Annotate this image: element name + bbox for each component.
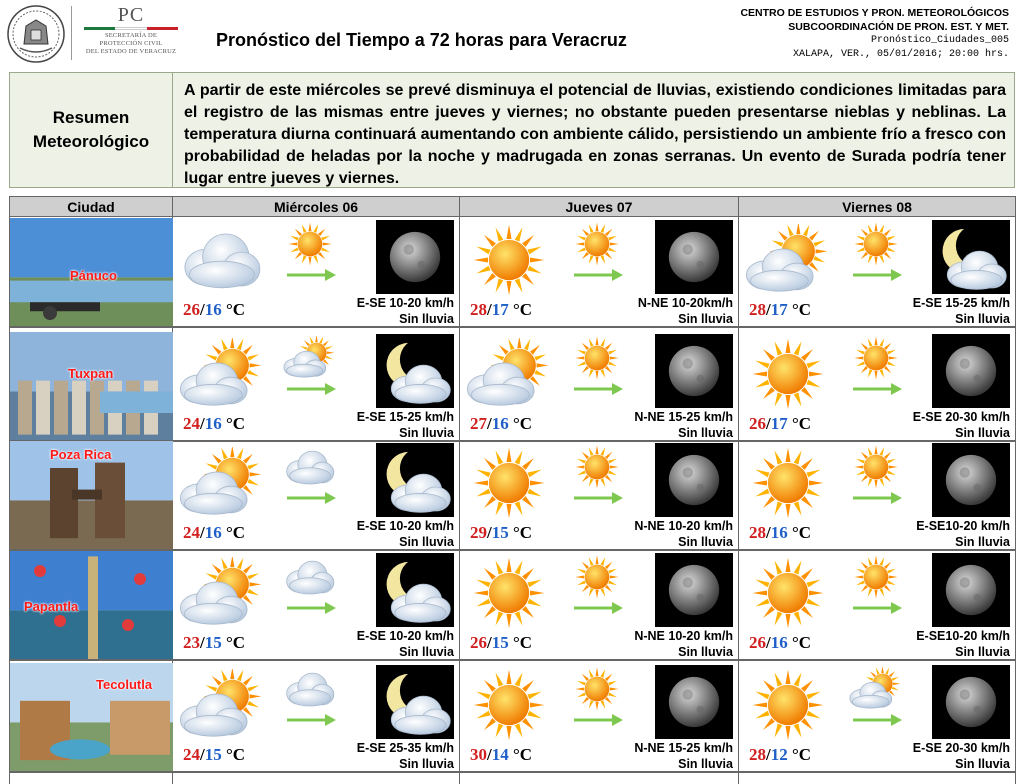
- veracruz-seal-logo: [6, 4, 66, 64]
- temp-high: 28: [749, 300, 766, 319]
- temp-low: 16: [204, 300, 222, 319]
- rain-forecast: Sin lluvia: [399, 757, 454, 771]
- sunny-icon: [466, 557, 552, 634]
- temperature: [183, 523, 245, 543]
- city-name: Tuxpan: [68, 366, 114, 381]
- temp-separator: /: [200, 633, 205, 652]
- table-header-day: Viernes 08: [739, 196, 1016, 217]
- wind-forecast: E-SE 15-25 km/h: [356, 410, 454, 424]
- sunny-icon: [466, 224, 552, 301]
- temperature: [749, 523, 811, 543]
- trend-sunny-icon: [849, 445, 903, 494]
- temp-high: 26: [470, 633, 487, 652]
- temp-low: 16: [491, 414, 509, 433]
- temp-low: 15: [204, 745, 222, 764]
- arrow-right-icon: [285, 601, 337, 620]
- table-header-day: Jueves 07: [460, 196, 739, 217]
- temp-high: 24: [183, 745, 200, 764]
- temp-low: 15: [491, 633, 509, 652]
- page-title: Pronóstico del Tiempo a 72 horas para Veracruz: [216, 30, 627, 50]
- night-moon-icon: [932, 443, 1010, 522]
- temperature: [183, 300, 245, 320]
- temp-low: 17: [770, 300, 788, 319]
- temp-high: 23: [183, 633, 200, 652]
- rain-forecast: Sin lluvia: [955, 312, 1010, 326]
- rain-forecast: Sin lluvia: [399, 426, 454, 440]
- night-moon-icon: [655, 443, 733, 522]
- temp-unit: °C: [791, 414, 812, 433]
- trend-cloudy-icon: [283, 667, 337, 716]
- temp-separator: /: [487, 414, 492, 433]
- logo-flag-bar: [84, 27, 178, 30]
- temp-low: 16: [204, 523, 222, 542]
- row-divider: [10, 771, 1016, 773]
- city-photo: [10, 332, 173, 440]
- night-moon-cloud-icon: [376, 553, 454, 632]
- temperature: [183, 745, 245, 765]
- trend-sunny-icon: [849, 336, 903, 385]
- sunny-icon: [466, 669, 552, 746]
- logo-divider: [71, 6, 72, 60]
- night-moon-icon: [655, 553, 733, 632]
- temp-high: 24: [183, 414, 200, 433]
- page-header: [0, 0, 1023, 68]
- temp-unit: °C: [512, 414, 533, 433]
- wind-forecast: E-SE 20-30 km/h: [912, 410, 1010, 424]
- arrow-right-icon: [851, 268, 903, 287]
- temp-separator: /: [766, 633, 771, 652]
- temp-high: 28: [749, 745, 766, 764]
- wind-forecast: E-SE 20-30 km/h: [912, 741, 1010, 755]
- temp-low: 17: [491, 300, 509, 319]
- forecast-row: [10, 551, 1016, 659]
- meteorological-summary: [9, 72, 1015, 188]
- wind-forecast: E-SE10-20 km/h: [916, 629, 1010, 643]
- partly-cloudy-icon: [466, 338, 552, 415]
- temperature: [470, 300, 532, 320]
- wind-forecast: N-NE 10-20 km/h: [634, 629, 733, 643]
- night-moon-cloud-icon: [376, 665, 454, 744]
- arrow-right-icon: [572, 601, 624, 620]
- temp-unit: °C: [791, 523, 812, 542]
- arrow-right-icon: [851, 601, 903, 620]
- table-header-city: Ciudad: [10, 196, 173, 217]
- wind-forecast: E-SE 10-20 km/h: [356, 519, 454, 533]
- temp-high: 26: [749, 414, 766, 433]
- city-name: Tecolutla: [96, 677, 153, 692]
- night-moon-icon: [655, 665, 733, 744]
- temp-high: 24: [183, 523, 200, 542]
- forecast-row: [10, 218, 1016, 326]
- temp-separator: /: [766, 300, 771, 319]
- temperature: [183, 414, 245, 434]
- partly-cloudy-icon: [179, 557, 265, 634]
- temp-separator: /: [766, 523, 771, 542]
- wind-forecast: N-NE 15-25 km/h: [634, 410, 733, 424]
- agency-line-2: SUBCOORDINACIÓN DE PRON. EST. Y MET.: [788, 21, 1009, 33]
- rain-forecast: Sin lluvia: [399, 645, 454, 659]
- rain-forecast: Sin lluvia: [955, 757, 1010, 771]
- arrow-right-icon: [572, 268, 624, 287]
- temp-separator: /: [487, 523, 492, 542]
- temp-high: 26: [749, 633, 766, 652]
- rain-forecast: Sin lluvia: [678, 426, 733, 440]
- summary-text: A partir de este miércoles se prevé disminuya el potencial de lluvias, existiendo condiciones limitadas para el registro de las mismas entre jueves y viernes; no obstante pueden presentarse nieblas y neblinas. La temperatura diurna continuará aumentando con ambiente cálido, persistiendo un ambiente frío a fresco con probabilidad de heladas por la noche y madrugada en zonas serranas. Un evento de Surada podría tener lugar entre jueves y viernes.: [184, 82, 1006, 187]
- sunny-icon: [466, 447, 552, 524]
- night-moon-cloud-icon: [376, 443, 454, 522]
- logo-line-2: PROTECCIÓN CIVIL: [99, 40, 163, 47]
- wind-forecast: N-NE 10-20km/h: [637, 296, 733, 310]
- temperature: [470, 414, 532, 434]
- rain-forecast: Sin lluvia: [955, 426, 1010, 440]
- night-moon-icon: [932, 334, 1010, 413]
- temperature: [470, 523, 532, 543]
- temperature: [749, 745, 811, 765]
- trend-sunny-icon: [570, 667, 624, 716]
- partly-cloudy-icon: [179, 669, 265, 746]
- trend-sunny-icon: [570, 336, 624, 385]
- issued-date: XALAPA, VER., 05/01/2016; 20:00 hrs.: [792, 49, 1009, 60]
- arrow-right-icon: [572, 713, 624, 732]
- city-name: Pánuco: [70, 268, 117, 283]
- temperature: [749, 300, 811, 320]
- city-name: Papantla: [24, 599, 79, 614]
- logo-line-3: DEL ESTADO DE VERACRUZ: [85, 48, 177, 55]
- temp-high: 28: [749, 523, 766, 542]
- partly-cloudy-icon: [179, 447, 265, 524]
- temp-separator: /: [766, 414, 771, 433]
- wind-forecast: E-SE 10-20 km/h: [356, 629, 454, 643]
- rain-forecast: Sin lluvia: [399, 312, 454, 326]
- partly-cloudy-icon: [745, 224, 831, 301]
- temp-high: 30: [470, 745, 487, 764]
- temperature: [470, 745, 532, 765]
- summary-label: [10, 73, 173, 187]
- arrow-right-icon: [285, 268, 337, 287]
- sunny-icon: [745, 557, 831, 634]
- arrow-right-icon: [851, 713, 903, 732]
- forecast-row: [10, 441, 1016, 549]
- sunny-icon: [745, 338, 831, 415]
- forecast-row: [10, 663, 1016, 771]
- temp-low: 16: [204, 414, 222, 433]
- night-moon-icon: [932, 665, 1010, 744]
- logo-pc-text: PC: [117, 4, 145, 26]
- cloudy-icon: [179, 224, 265, 301]
- temp-low: 16: [770, 523, 788, 542]
- night-moon-cloud-icon: [376, 334, 454, 413]
- wind-forecast: E-SE 10-20 km/h: [356, 296, 454, 310]
- night-moon-icon: [932, 553, 1010, 632]
- temp-unit: °C: [512, 745, 533, 764]
- night-moon-icon: [655, 220, 733, 299]
- temp-low: 15: [491, 523, 509, 542]
- trend-sunny-icon: [283, 222, 337, 271]
- night-moon-cloud-icon: [932, 220, 1010, 299]
- temp-unit: °C: [512, 300, 533, 319]
- trend-sunny-icon: [849, 555, 903, 604]
- temp-unit: °C: [225, 745, 246, 764]
- trend-partly-cloudy-icon: [849, 667, 903, 716]
- temp-unit: °C: [225, 633, 246, 652]
- temperature: [470, 633, 532, 653]
- trend-cloudy-icon: [283, 445, 337, 494]
- temp-unit: °C: [225, 523, 246, 542]
- arrow-right-icon: [285, 491, 337, 510]
- trend-sunny-icon: [570, 445, 624, 494]
- rain-forecast: Sin lluvia: [678, 645, 733, 659]
- rain-forecast: Sin lluvia: [399, 535, 454, 549]
- table-header-day: Miércoles 06: [173, 196, 460, 217]
- temp-separator: /: [766, 745, 771, 764]
- row-divider: [10, 326, 1016, 328]
- forecast-table: [9, 196, 1015, 784]
- logo-line-1: SECRETARÍA DE: [104, 32, 158, 39]
- temp-separator: /: [200, 523, 205, 542]
- temp-separator: /: [487, 300, 492, 319]
- arrow-right-icon: [851, 382, 903, 401]
- sunny-icon: [745, 669, 831, 746]
- temp-high: 26: [183, 300, 200, 319]
- wind-forecast: E-SE10-20 km/h: [916, 519, 1010, 533]
- temp-unit: °C: [791, 300, 812, 319]
- temp-separator: /: [200, 300, 205, 319]
- temp-unit: °C: [512, 633, 533, 652]
- wind-forecast: N-NE 10-20 km/h: [634, 519, 733, 533]
- agency-block: [740, 6, 1009, 62]
- wind-forecast: E-SE 25-35 km/h: [356, 741, 454, 755]
- rain-forecast: Sin lluvia: [678, 757, 733, 771]
- summary-label-line-2: Meteorológico: [32, 132, 150, 151]
- night-moon-icon: [376, 220, 454, 299]
- temperature: [749, 414, 811, 434]
- row-divider: [10, 659, 1016, 661]
- arrow-right-icon: [572, 491, 624, 510]
- wind-forecast: E-SE 15-25 km/h: [912, 296, 1010, 310]
- temp-low: 14: [491, 745, 509, 764]
- temp-low: 17: [770, 414, 788, 433]
- doc-id: Pronóstico_Ciudades_005: [870, 35, 1009, 46]
- temperature: [183, 633, 245, 653]
- arrow-right-icon: [572, 382, 624, 401]
- trend-cloudy-icon: [283, 555, 337, 604]
- proteccion-civil-logo: [78, 4, 184, 60]
- temp-separator: /: [487, 633, 492, 652]
- partly-cloudy-icon: [179, 338, 265, 415]
- temp-unit: °C: [225, 414, 246, 433]
- temp-separator: /: [200, 745, 205, 764]
- temp-low: 15: [204, 633, 222, 652]
- forecast-row: [10, 332, 1016, 440]
- temp-separator: /: [487, 745, 492, 764]
- temp-unit: °C: [512, 523, 533, 542]
- rain-forecast: Sin lluvia: [678, 535, 733, 549]
- temperature: [749, 633, 811, 653]
- wind-forecast: N-NE 15-25 km/h: [634, 741, 733, 755]
- temp-unit: °C: [791, 633, 812, 652]
- rain-forecast: Sin lluvia: [678, 312, 733, 326]
- temp-unit: °C: [225, 300, 246, 319]
- city-name: Poza Rica: [50, 447, 112, 462]
- sunny-icon: [745, 447, 831, 524]
- temp-low: 16: [770, 633, 788, 652]
- temp-separator: /: [200, 414, 205, 433]
- agency-line-1: CENTRO DE ESTUDIOS Y PRON. METEOROLÓGICOS: [740, 7, 1009, 19]
- temp-low: 12: [770, 745, 788, 764]
- trend-partly-cloudy-icon: [283, 336, 337, 385]
- rain-forecast: Sin lluvia: [955, 535, 1010, 549]
- rain-forecast: Sin lluvia: [955, 645, 1010, 659]
- trend-sunny-icon: [570, 555, 624, 604]
- temp-high: 27: [470, 414, 487, 433]
- temp-unit: °C: [791, 745, 812, 764]
- trend-sunny-icon: [849, 222, 903, 271]
- trend-sunny-icon: [570, 222, 624, 271]
- summary-label-line-1: Resumen: [52, 108, 130, 127]
- arrow-right-icon: [285, 713, 337, 732]
- arrow-right-icon: [285, 382, 337, 401]
- night-moon-icon: [655, 334, 733, 413]
- temp-high: 28: [470, 300, 487, 319]
- temp-high: 29: [470, 523, 487, 542]
- arrow-right-icon: [851, 491, 903, 510]
